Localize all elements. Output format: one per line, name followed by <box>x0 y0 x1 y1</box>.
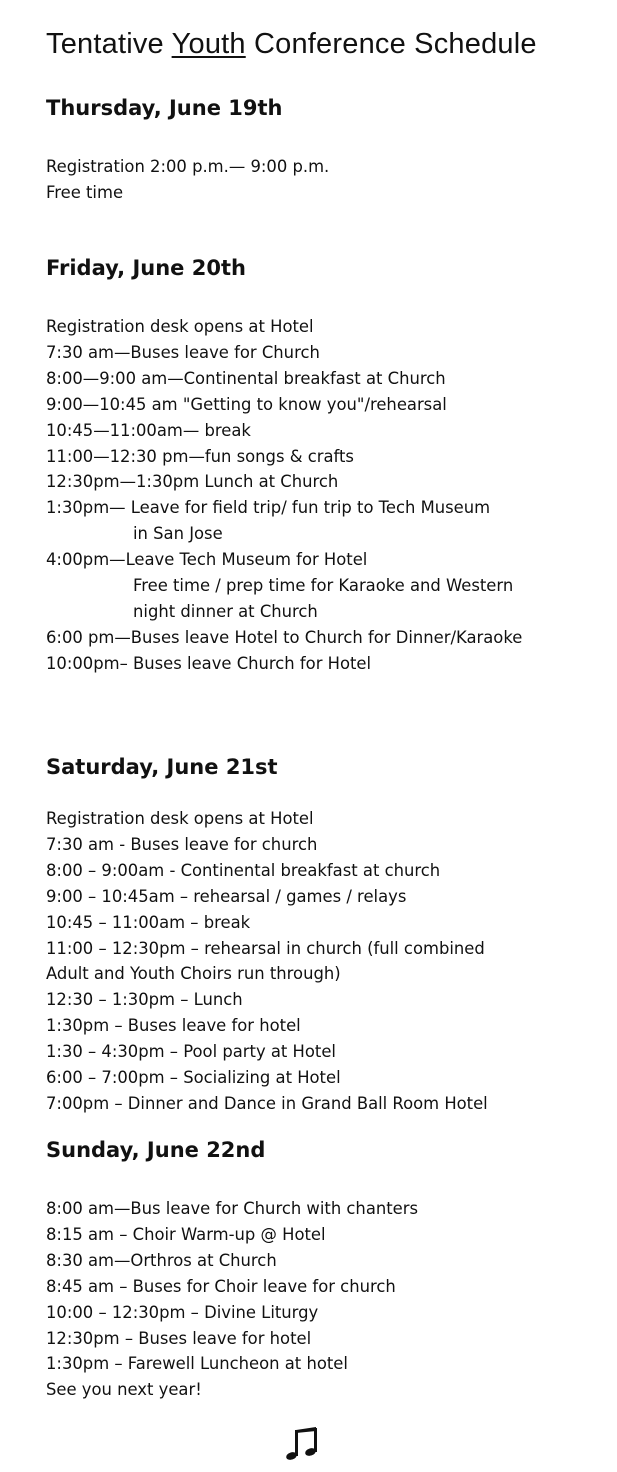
day-heading-friday: Friday, June 20th <box>46 256 246 280</box>
schedule-line: 10:45—11:00am— break <box>46 420 251 440</box>
schedule-line: 8:00—9:00 am—Continental breakfast at Church <box>46 368 446 388</box>
schedule-line: 11:00 – 12:30pm – rehearsal in church (full combined <box>46 938 485 958</box>
schedule-friday <box>46 314 522 677</box>
title-suffix: Conference Schedule <box>254 28 537 60</box>
title-underlined-word: Youth <box>171 28 246 60</box>
schedule-line: See you next year! <box>46 1380 202 1400</box>
schedule-line: 4:00pm—Leave Tech Museum for Hotel <box>46 550 368 570</box>
schedule-line: 8:15 am – Choir Warm-up @ Hotel <box>46 1224 326 1244</box>
schedule-line: 10:00 – 12:30pm – Divine Liturgy <box>46 1302 319 1322</box>
schedule-line-continuation: Adult and Youth Choirs run through) <box>46 964 341 984</box>
schedule-line: 8:00 – 9:00am - Continental breakfast at church <box>46 860 441 880</box>
music-note-icon <box>283 1424 331 1464</box>
schedule-line: 1:30pm – Farewell Luncheon at hotel <box>46 1354 348 1374</box>
schedule-line: 12:30pm—1:30pm Lunch at Church <box>46 472 339 492</box>
day-heading-sunday: Sunday, June 22nd <box>46 1138 266 1162</box>
day-heading-thursday: Thursday, June 19th <box>46 96 283 120</box>
schedule-line: 1:30 – 4:30pm – Pool party at Hotel <box>46 1042 336 1062</box>
schedule-line-continuation: in San Jose <box>133 524 223 544</box>
schedule-line: Registration desk opens at Hotel <box>46 317 314 336</box>
day-heading-saturday: Saturday, June 21st <box>46 755 278 779</box>
schedule-line-continuation: Free time / prep time for Karaoke and Western <box>133 576 514 596</box>
schedule-saturday <box>46 806 488 1117</box>
schedule-line: 9:00—10:45 am "Getting to know you"/rehearsal <box>46 394 447 414</box>
schedule-line-continuation: night dinner at Church <box>133 601 318 621</box>
schedule-line: 8:00 am—Bus leave for Church with chanters <box>46 1199 419 1218</box>
title-prefix: Tentative <box>46 28 164 60</box>
schedule-line: 6:00 – 7:00pm – Socializing at Hotel <box>46 1068 341 1088</box>
schedule-line: Free time <box>46 182 124 202</box>
schedule-thursday <box>46 154 329 206</box>
schedule-line: 12:30pm – Buses leave for hotel <box>46 1328 312 1348</box>
schedule-line: 1:30pm— Leave for field trip/ fun trip to Tech Museum <box>46 498 491 518</box>
schedule-line: Registration desk opens at Hotel <box>46 809 314 828</box>
schedule-line: 6:00 pm—Buses leave Hotel to Church for Dinner/Karaoke <box>46 627 523 647</box>
schedule-line: 7:30 am—Buses leave for Church <box>46 342 320 362</box>
schedule-line: 1:30pm – Buses leave for hotel <box>46 1016 301 1036</box>
schedule-line: 7:00pm – Dinner and Dance in Grand Ball Room Hotel <box>46 1093 488 1113</box>
schedule-sunday <box>46 1196 418 1403</box>
page-title <box>46 28 537 61</box>
schedule-line: 11:00—12:30 pm—fun songs & crafts <box>46 446 354 466</box>
schedule-line: 9:00 – 10:45am – rehearsal / games / relays <box>46 886 407 906</box>
schedule-line: 10:45 – 11:00am – break <box>46 912 251 932</box>
schedule-line: Registration 2:00 p.m.— 9:00 p.m. <box>46 157 330 176</box>
schedule-line: 8:45 am – Buses for Choir leave for church <box>46 1276 396 1296</box>
schedule-line: 8:30 am—Orthros at Church <box>46 1250 277 1270</box>
schedule-line: 7:30 am - Buses leave for church <box>46 834 318 854</box>
schedule-line: 12:30 – 1:30pm – Lunch <box>46 990 243 1010</box>
schedule-line: 10:00pm– Buses leave Church for Hotel <box>46 653 372 673</box>
